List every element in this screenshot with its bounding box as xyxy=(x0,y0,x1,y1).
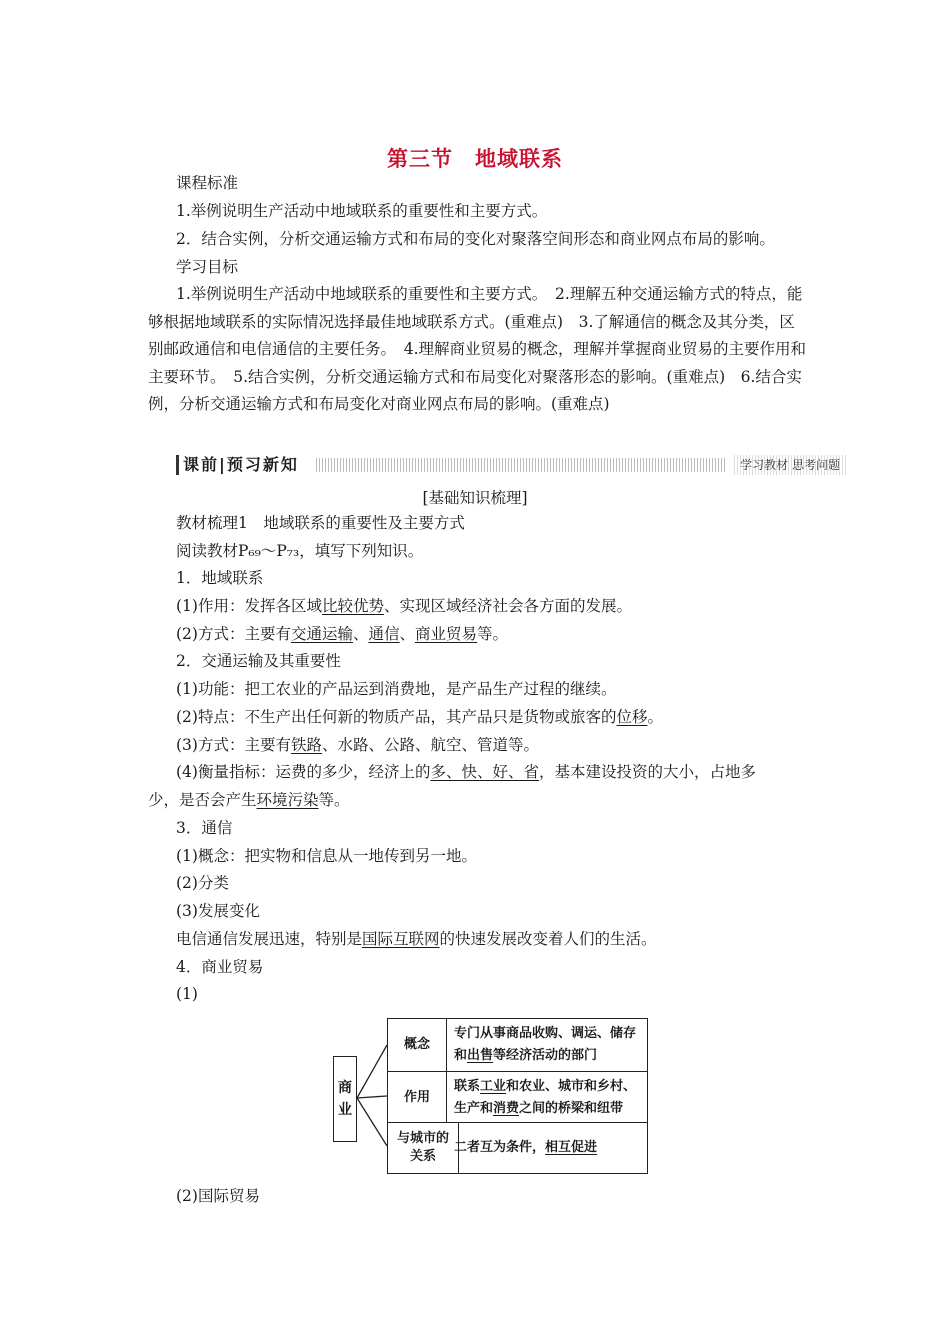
text-span: 少，是否会产生 xyxy=(148,791,257,809)
text-line xyxy=(176,735,539,755)
text-line xyxy=(176,707,663,727)
text-span: 、 xyxy=(399,625,416,643)
diagram-row-value xyxy=(454,1019,641,1071)
diagram-row xyxy=(388,1071,647,1123)
text-span: (4)衡量指标：运费的多少，经济上的 xyxy=(176,763,431,781)
blank-answer: 多、快、好、省 xyxy=(430,763,539,781)
diagram-row-key: 概念 xyxy=(388,1019,447,1071)
text-line: 4．商业贸易 xyxy=(176,958,264,976)
page-title: 第三节 地域联系 xyxy=(387,147,563,171)
objectives-heading: 学习目标 xyxy=(176,258,239,276)
blank-answer: 铁路 xyxy=(290,736,322,754)
text-line: 2．交通运输及其重要性 xyxy=(176,652,341,670)
blank-answer: 环境污染 xyxy=(256,791,319,809)
commerce-diagram xyxy=(333,1018,649,1175)
diagram-row xyxy=(388,1122,647,1173)
course-standard-item: 2．结合实例，分析交通运输方式和布局的变化对聚落空间形态和商业网点布局的影响。 xyxy=(176,230,775,248)
course-standard-heading: 课程标准 xyxy=(176,174,239,192)
text-span: ，基本建设投资的大小，占地多 xyxy=(538,763,756,781)
blank-answer: 消费 xyxy=(493,1100,520,1116)
text-line xyxy=(148,790,350,810)
text-line: 3．通信 xyxy=(176,819,233,837)
text-line: (2)国际贸易 xyxy=(176,1187,260,1205)
diagram-row-key: 作用 xyxy=(388,1072,447,1123)
text-span: 、 xyxy=(352,625,369,643)
text-span: 二者互为条件， xyxy=(454,1140,546,1155)
text-span: 之间的桥梁和纽带 xyxy=(519,1100,624,1116)
text-span: 专门从事商品收购、调运、储存和 xyxy=(454,1026,637,1063)
section-bar-label: 课前|预习新知 xyxy=(176,455,303,475)
diagram-row-value xyxy=(454,1123,641,1173)
text-line: (3)发展变化 xyxy=(176,902,260,920)
section-bar-right: 学习教材 思考问题 xyxy=(734,455,846,475)
text-line: (1)功能：把工农业的产品运到消费地，是产品生产过程的继续。 xyxy=(176,680,617,698)
text-span: (2)方式：主要有 xyxy=(176,625,291,643)
text-span: (2)特点：不生产出任何新的物质产品，其产品只是货物或旅客的 xyxy=(176,708,617,726)
text-span: 联系 xyxy=(454,1078,481,1094)
text-span: 的快速发展改变着人们的生活。 xyxy=(439,930,657,948)
diagram-root-char: 业 xyxy=(338,1102,352,1118)
text-span: 等。 xyxy=(477,625,509,643)
blank-answer: 通信 xyxy=(368,625,400,643)
text-span: 、实现区域经济社会各方面的发展。 xyxy=(383,597,632,615)
text-line xyxy=(176,596,632,616)
diagram-root-char: 商 xyxy=(338,1080,352,1096)
blank-answer: 位移 xyxy=(616,708,648,726)
blank-answer: 比较优势 xyxy=(321,597,384,615)
section-bar xyxy=(176,455,846,475)
text-span: 和农业、城市和乡村、生产和 xyxy=(454,1078,637,1116)
text-line: 阅读教材P₆₉～P₇₃，填写下列知识。 xyxy=(176,542,424,560)
blank-answer: 国际互联网 xyxy=(362,930,440,948)
text-span: 电信通信发展迅速，特别是 xyxy=(176,930,363,948)
text-line: (1) xyxy=(176,985,198,1003)
diagram-row-value xyxy=(454,1072,641,1123)
bar-hatch xyxy=(316,458,726,472)
text-span: 、水路、公路、航空、管道等。 xyxy=(321,736,539,754)
text-line xyxy=(176,624,508,644)
blank-answer: 商业贸易 xyxy=(415,625,478,643)
objectives-text: 1.举例说明生产活动中地域联系的重要性和主要方式。 2.理解五种交通运输方式的特点，能够根据地域联系的实际情况选择最佳地域联系方式。(重难点) 3.了解通信的概念及其分类，区别邮政通信和电信通信的主要任务。 4.理解商业贸易的概念，理解并掌握商业贸易的主要作用和主要环节。 5.结合实例，分析交通运输方式和布局变化对聚落形态的影响。(重难点) 6.结合实例，分析交通运输方式和布局变化对商业网点布局的影响。(重难点) xyxy=(148,285,807,413)
text-line: 教材梳理1 地域联系的重要性及主要方式 xyxy=(176,514,465,532)
text-line: (2)分类 xyxy=(176,874,229,892)
blank-answer: 出售 xyxy=(467,1048,494,1063)
blank-answer: 交通运输 xyxy=(290,625,353,643)
text-line xyxy=(176,929,657,949)
course-standard-item: 1.举例说明生产活动中地域联系的重要性和主要方式。 xyxy=(176,202,548,220)
text-line xyxy=(176,762,756,782)
blank-answer: 工业 xyxy=(480,1078,507,1094)
diagram-row xyxy=(388,1019,647,1071)
diagram-connectors xyxy=(357,1018,389,1175)
subheading: [基础知识梳理] xyxy=(422,489,528,507)
text-line: 1．地域联系 xyxy=(176,569,264,587)
text-span: 等经济活动的部门 xyxy=(493,1048,598,1063)
text-span: 等。 xyxy=(318,791,350,809)
blank-answer: 相互促进 xyxy=(545,1140,598,1155)
text-span: (1)作用：发挥各区域 xyxy=(176,597,322,615)
diagram-table xyxy=(387,1018,648,1174)
text-line: (1)概念：把实物和信息从一地传到另一地。 xyxy=(176,847,477,865)
diagram-root xyxy=(333,1056,357,1142)
text-span: 。 xyxy=(647,708,663,726)
diagram-row-key: 与城市的关系 xyxy=(388,1123,459,1173)
text-span: (3)方式：主要有 xyxy=(176,736,291,754)
